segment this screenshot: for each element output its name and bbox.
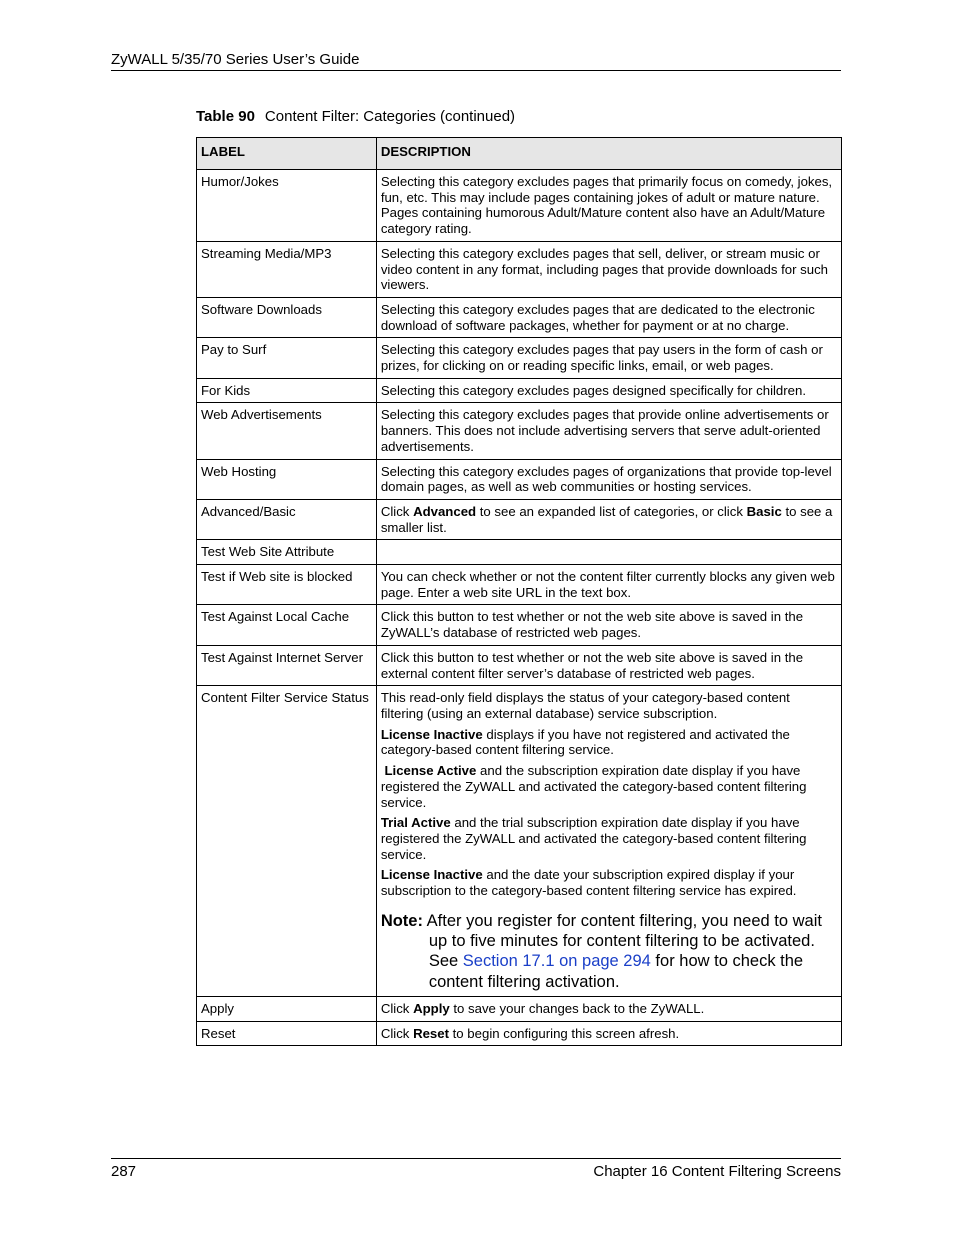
basic-term: Basic bbox=[746, 503, 782, 519]
desc-text: Click bbox=[380, 1000, 414, 1016]
table-row bbox=[197, 297, 842, 337]
desc-text: Click bbox=[380, 1025, 414, 1041]
note-label: Note: bbox=[380, 911, 423, 930]
row-label: Content Filter Service Status bbox=[197, 686, 377, 997]
row-description: Selecting this category excludes pages that primarily focus on comedy, jokes, fun, etc. This may include pages containing jokes of adult or mature nature. Pages containing humorous Adult/Mature content also have an Adult/Mature category rating. bbox=[376, 170, 841, 242]
row-label: Reset bbox=[197, 1021, 377, 1046]
row-description: Selecting this category excludes pages of organizations that provide top-level domain pages, as well as web communities or hosting services. bbox=[376, 459, 841, 499]
row-description: Selecting this category excludes pages that sell, deliver, or stream music or video content in any format, including pages that provide downloads for such viewers. bbox=[376, 241, 841, 297]
note-text: After you register for content filtering, you need to wait up to five minutes for content filtering to be activated. See bbox=[422, 911, 822, 971]
status-term: License Inactive bbox=[380, 726, 483, 742]
table-row bbox=[197, 241, 842, 297]
table-row bbox=[197, 378, 842, 403]
desc-paragraph: This read-only field displays the status of your category-based content filtering (using an external database) service subscription. bbox=[380, 690, 790, 721]
row-description bbox=[376, 686, 841, 997]
row-description: Click this button to test whether or not the web site above is saved in the ZyWALL’s database of restricted web pages. bbox=[376, 605, 841, 645]
header-description: DESCRIPTION bbox=[376, 138, 841, 170]
status-term: License Inactive bbox=[380, 867, 483, 883]
desc-paragraph bbox=[381, 727, 836, 758]
row-description bbox=[376, 540, 841, 565]
desc-text: displays if you have not registered and activated the category-based content filtering service. bbox=[380, 726, 790, 758]
row-description bbox=[376, 996, 841, 1021]
apply-term: Apply bbox=[413, 1000, 450, 1016]
row-label: Test Web Site Attribute bbox=[197, 540, 377, 565]
row-label: For Kids bbox=[197, 378, 377, 403]
section-link[interactable]: Section 17.1 on page 294 bbox=[462, 952, 651, 971]
desc-text: and the trial subscription expiration date display if you have registered the ZyWALL and activated the category-based content filtering service. bbox=[380, 815, 807, 862]
row-label: Test if Web site is blocked bbox=[197, 565, 377, 605]
header-label: LABEL bbox=[197, 138, 377, 170]
desc-text: and the subscription expiration date display if you have registered the ZyWALL and activated the category-based content filtering service. bbox=[380, 763, 807, 810]
row-description: Selecting this category excludes pages that pay users in the form of cash or prizes, for clicking on or reading specific links, email, or web pages. bbox=[376, 338, 841, 378]
row-description: Selecting this category excludes pages designed specifically for children. bbox=[376, 378, 841, 403]
row-label: Pay to Surf bbox=[197, 338, 377, 378]
row-description: Selecting this category excludes pages that provide online advertisements or banners. This does not include advertising servers that serve adult-oriented advertisements. bbox=[376, 403, 841, 459]
table-title: Content Filter: Categories (continued) bbox=[264, 108, 516, 125]
row-label: Humor/Jokes bbox=[197, 170, 377, 242]
table-row bbox=[197, 540, 842, 565]
row-description: Selecting this category excludes pages that are dedicated to the electronic download of software packages, whether for payment or at no charge. bbox=[376, 297, 841, 337]
content-filter-table bbox=[196, 137, 842, 1046]
status-term: License Active bbox=[384, 763, 477, 779]
page-number: 287 bbox=[111, 1163, 137, 1180]
table-header-row bbox=[197, 138, 842, 170]
running-header: ZyWALL 5/35/70 Series User’s Guide bbox=[111, 51, 841, 71]
table-row bbox=[197, 686, 842, 997]
table-caption bbox=[196, 108, 515, 125]
table-row bbox=[197, 338, 842, 378]
table-row bbox=[197, 499, 842, 539]
desc-text: to see a smaller list. bbox=[380, 503, 833, 535]
table-row bbox=[197, 565, 842, 605]
reset-term: Reset bbox=[413, 1025, 449, 1041]
table-row bbox=[197, 403, 842, 459]
advanced-term: Advanced bbox=[413, 503, 477, 519]
table-row bbox=[197, 645, 842, 685]
table-row bbox=[197, 996, 842, 1021]
desc-text: and the date your subscription expired display if your subscription to the category-based content filtering service has expired. bbox=[380, 867, 797, 899]
status-term: Trial Active bbox=[380, 815, 451, 831]
row-description bbox=[376, 499, 841, 539]
page-footer bbox=[111, 1158, 841, 1180]
desc-text: Click bbox=[380, 503, 414, 519]
table-number: Table 90 bbox=[196, 108, 255, 125]
row-label: Software Downloads bbox=[197, 297, 377, 337]
row-description: You can check whether or not the content filter currently blocks any given web page. Enter a web site URL in the text box. bbox=[376, 565, 841, 605]
table-row bbox=[197, 170, 842, 242]
row-label: Test Against Local Cache bbox=[197, 605, 377, 645]
row-description: Click this button to test whether or not the web site above is saved in the external content filter server’s database of restricted web pages. bbox=[376, 645, 841, 685]
desc-paragraph bbox=[381, 867, 836, 898]
desc-text: to see an expanded list of categories, or click bbox=[476, 503, 747, 519]
chapter-title: Chapter 16 Content Filtering Screens bbox=[593, 1163, 841, 1180]
row-label: Streaming Media/MP3 bbox=[197, 241, 377, 297]
row-label: Apply bbox=[197, 996, 377, 1021]
desc-paragraph bbox=[381, 763, 836, 810]
row-description bbox=[376, 1021, 841, 1046]
row-label: Web Advertisements bbox=[197, 403, 377, 459]
table-row bbox=[197, 459, 842, 499]
row-label: Advanced/Basic bbox=[197, 499, 377, 539]
note-text: for how to check the content filtering activation. bbox=[428, 952, 804, 991]
row-label: Web Hosting bbox=[197, 459, 377, 499]
table-row bbox=[197, 605, 842, 645]
desc-paragraph bbox=[381, 815, 836, 862]
table-row bbox=[197, 1021, 842, 1046]
desc-text: to save your changes back to the ZyWALL. bbox=[449, 1000, 705, 1016]
note-block bbox=[381, 911, 836, 992]
desc-text: to begin configuring this screen afresh. bbox=[448, 1025, 680, 1041]
row-label: Test Against Internet Server bbox=[197, 645, 377, 685]
